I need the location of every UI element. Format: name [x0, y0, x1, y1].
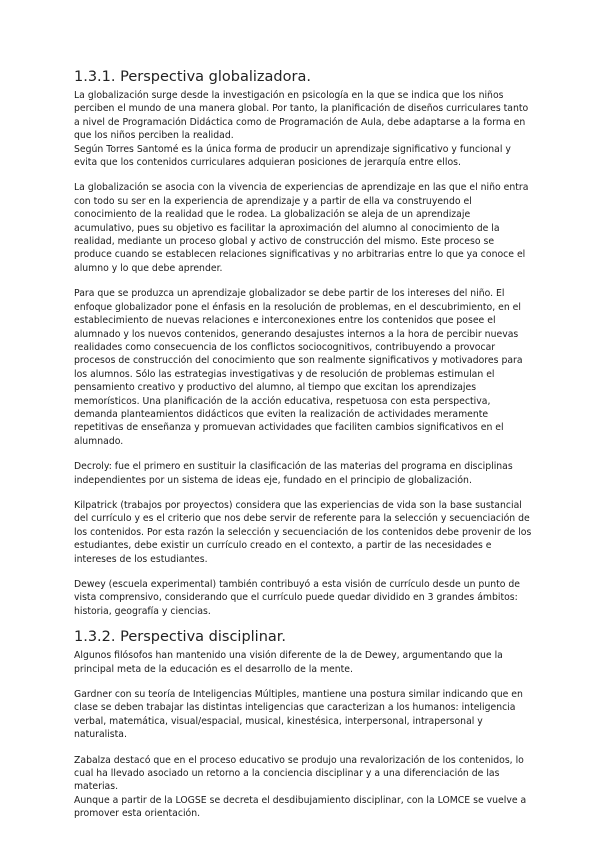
paragraph-filosofos: Algunos filósofos han mantenido una visión diferente de la de Dewey, argumentando que la principal meta de la educación es el desarrollo de la mente. — [74, 650, 503, 675]
paragraph-decroly: Decroly: fue el primero en sustituir la clasificación de las materias del programa en disciplinas independientes por un sistema de ideas eje, fundado en el principio de globalización. — [74, 461, 513, 486]
paragraph-vivencia-experiencias: La globalización se asocia con la vivencia de experiencias de aprendizaje en las que el niño entra con todo su ser en la experiencia de aprendizaje y a partir de ella va construyendo el conocimiento de la realidad que le rodea. La globalización se aleja de un aprendizaje acumulativo, pues su objetivo es facilitar la aproximación del alumno al conocimiento de la realidad, mediante un proceso global y activo de construcción del mismo. Este proceso se produce cuando se establecen relaciones significativas y no arbitrarias entre lo que ya conoce el alumno y lo que debe aprender. — [74, 182, 529, 274]
section-heading-globalizadora: 1.3.1. Perspectiva globalizadora. — [74, 69, 311, 85]
paragraph-kilpatrick: Kilpatrick (trabajos por proyectos) considera que las experiencias de vida son la base sustancial del currículo y es el criterio que nos debe servir de referente para la selección y secuenciación de los contenidos. Por esta razón la selección y secuenciación de los contenidos debe provenir de los estudiantes, debe existir un currículo creado en el contexto, a partir de las necesidades e intereses de los estudiantes. — [74, 499, 532, 565]
paragraph-logse-lomce: Aunque a partir de la LOGSE se decreta el desdibujamiento disciplinar, con la LOMCE se vuelve a promover esta orientación. — [74, 794, 527, 820]
section-heading-disciplinar: 1.3.2. Perspectiva disciplinar. — [74, 629, 287, 646]
paragraph-globalizacion-origen: La globalización surge desde la investigación en psicología en la que se indica que los niños perciben el mundo de una manera global. Por tanto, la planificación de diseños curriculares tanto a nivel de Programación Didáctica como de Programación de Aula, debe adaptarse a la forma en que los niños perciben la realidad. — [74, 90, 529, 142]
document-page — [74, 68, 532, 821]
paragraph-intereses-nino: Para que se produzca un aprendizaje globalizador se debe partir de los intereses del niño. El enfoque globalizador pone el énfasis en la resolución de problemas, en el descubrimiento, en el establecimiento de nuevas relaciones e interconexiones entre los contenidos que posee el alumnado y los nuevos contenidos, generando desajustes internos a la hora de percibir nuevas realidades como consecuencia de los conflictos sociocognitivos, contribuyendo a provocar procesos de construcción del conocimiento que son realmente significativos y motivadores para los alumnos. Sólo las estrategias investigativas y de resolución de problemas estimulan el pensamiento creativo y productivo del alumno, al tiempo que excitan los aprendizajes memorísticos. Una planificación de la acción educativa, respetuosa con esta perspectiva, demanda planteamientos didácticos que eviten la realización de actividades meramente repetitivas de enseñanza y promuevan actividades que faciliten cambios significativos en el alumnado. — [74, 288, 523, 447]
paragraph-zabalza: Zabalza destacó que en el proceso educativo se produjo una revalorización de los contenidos, lo cual ha llevado asociado un retorno a la conciencia disciplinar y a una diferenciación de las materias. — [74, 754, 524, 793]
paragraph-gardner: Gardner con su teoría de Inteligencias Múltiples, mantiene una postura similar indicando que en clase se deben trabajar las distintas inteligencias que caracterizan a los humanos: inteligencia verbal, matemática, visual/espacial, musical, kinestésica, interpersonal, intrapersonal y naturalista. — [74, 689, 523, 741]
paragraph-dewey: Dewey (escuela experimental) también contribuyó a esta visión de currículo desde un punto de vista comprensivo, considerando que el currículo puede quedar dividido en 3 grandes ámbitos: historia, geografía y ciencias. — [74, 579, 521, 617]
paragraph-torres-santome: Según Torres Santomé es la única forma de producir un aprendizaje significativo y funcional y evita que los contenidos curriculares adquieran posiciones de jerarquía entre ellos. — [74, 143, 511, 169]
